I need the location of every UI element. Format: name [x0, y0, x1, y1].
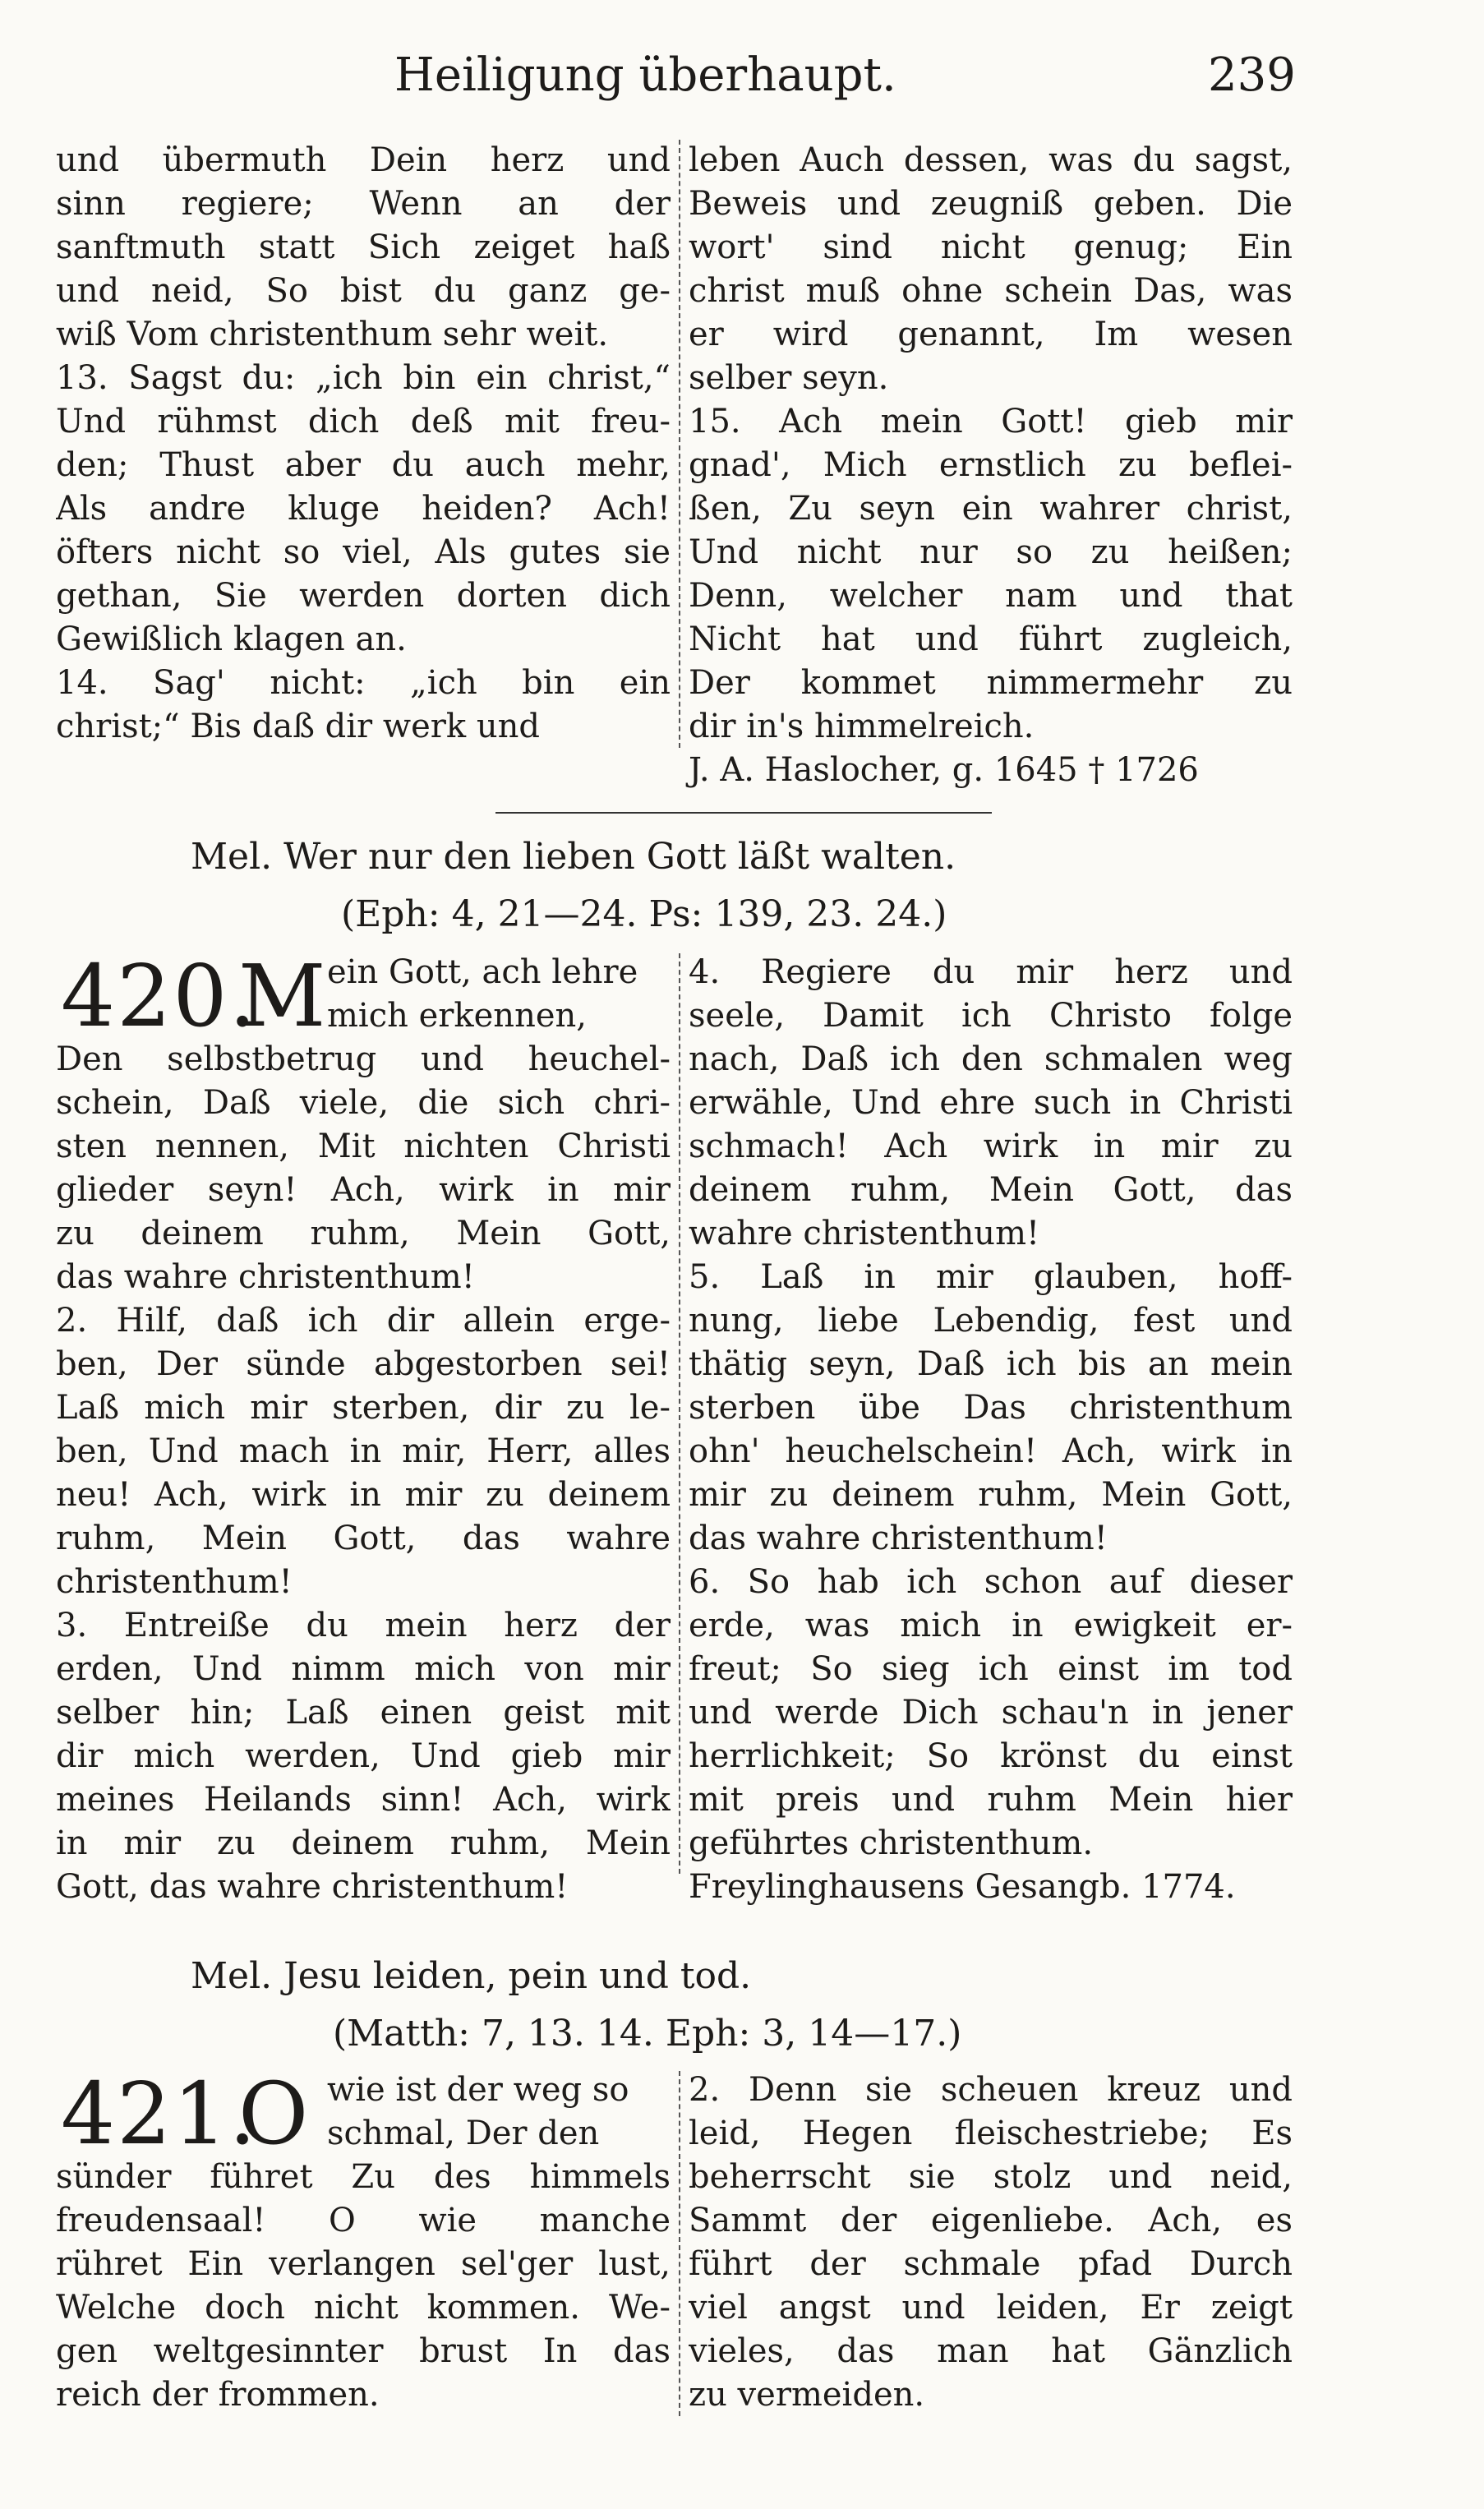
- page-number: 239: [1208, 48, 1296, 102]
- text-line: führt der schmale pfad Durch: [689, 2245, 1293, 2283]
- text-line: wahre christenthum!: [689, 1215, 1040, 1252]
- text-line: rühret Ein verlangen sel'ger lust,: [56, 2245, 671, 2283]
- text-line: 5. Laß in mir glauben, hoff-: [689, 1258, 1293, 1296]
- dropcap-421: O: [238, 2064, 309, 2164]
- text-line: ben, Der sünde abgestorben sei!: [56, 1345, 671, 1383]
- text-line: christ muß ohne schein Das, was: [689, 272, 1293, 310]
- text-line: schein, Daß viele, die sich chri-: [56, 1084, 671, 1122]
- text-line: schmal, Der den: [327, 2115, 600, 2152]
- text-line: 15. Ach mein Gott! gieb mir: [689, 403, 1293, 440]
- text-line: mir zu deinem ruhm, Mein Gott,: [689, 1476, 1293, 1514]
- text-line: ben, Und mach in mir, Herr, alles: [56, 1432, 671, 1470]
- text-line: gethan, Sie werden dorten dich: [56, 577, 671, 615]
- text-line: Sammt der eigenliebe. Ach, es: [689, 2202, 1293, 2239]
- text-line: geführtes christenthum.: [689, 1824, 1094, 1862]
- column-rule: [679, 2071, 680, 2416]
- text-line: sterben übe Das christenthum: [689, 1389, 1293, 1427]
- text-line: schmach! Ach wirk in mir zu: [689, 1128, 1293, 1165]
- text-line: Und nicht nur so zu heißen;: [689, 533, 1293, 571]
- text-line: und werde Dich schau'n in jener: [689, 1694, 1293, 1732]
- text-line: 4. Regiere du mir herz und: [689, 953, 1293, 991]
- text-line: 6. So hab ich schon auf dieser: [689, 1563, 1293, 1601]
- text-line: viel angst und leiden, Er zeigt: [689, 2289, 1293, 2327]
- dropcap-420: M: [238, 946, 326, 1046]
- text-line: dir mich werden, Und gieb mir: [56, 1737, 671, 1775]
- text-line: sinn regiere; Wenn an der: [56, 185, 671, 223]
- text-line: sten nennen, Mit nichten Christi: [56, 1128, 671, 1165]
- text-line: Denn, welcher nam und that: [689, 577, 1293, 615]
- text-line: öfters nicht so viel, Als gutes sie: [56, 533, 671, 571]
- text-line: mich erkennen,: [327, 997, 587, 1035]
- text-line: 3. Entreiße du mein herz der: [56, 1607, 671, 1644]
- text-line: gen weltgesinnter brust In das: [56, 2332, 671, 2370]
- hymn-number-421: 421.: [61, 2064, 258, 2164]
- text-line: zu vermeiden.: [689, 2376, 925, 2414]
- text-line: das wahre christenthum!: [56, 1258, 475, 1296]
- text-line: wie ist der weg so: [327, 2071, 629, 2109]
- text-line: zu deinem ruhm, Mein Gott,: [56, 1215, 671, 1252]
- text-line: in mir zu deinem ruhm, Mein: [56, 1824, 671, 1862]
- text-line: glieder seyn! Ach, wirk in mir: [56, 1171, 671, 1209]
- text-line: Gott, das wahre christenthum!: [56, 1868, 569, 1906]
- text-line: und übermuth Dein herz und: [56, 141, 671, 179]
- text-line: Nicht hat und führt zugleich,: [689, 620, 1293, 658]
- text-line: ruhm, Mein Gott, das wahre: [56, 1520, 671, 1557]
- text-line: freut; So sieg ich einst im tod: [689, 1650, 1293, 1688]
- text-line: neu! Ach, wirk in mir zu deinem: [56, 1476, 671, 1514]
- attribution-haslocher: J. A. Haslocher, g. 1645 † 1726: [689, 751, 1199, 789]
- text-line: erwähle, Und ehre such in Christi: [689, 1084, 1293, 1122]
- text-line: gnad', Mich ernstlich zu beflei-: [689, 446, 1293, 484]
- text-line: Der kommet nimmermehr zu: [689, 664, 1293, 702]
- text-line: erde, was mich in ewigkeit er-: [689, 1607, 1293, 1644]
- running-head-title: Heiligung überhaupt.: [394, 48, 896, 102]
- text-line: deinem ruhm, Mein Gott, das: [689, 1171, 1293, 1209]
- text-line: vieles, das man hat Gänzlich: [689, 2332, 1293, 2370]
- text-line: Und rühmst dich deß mit freu-: [56, 403, 671, 440]
- text-line: 14. Sag' nicht: „ich bin ein: [56, 664, 671, 702]
- text-line: Gewißlich klagen an.: [56, 620, 407, 658]
- scripture-reference-421: (Matth: 7, 13. 14. Eph: 3, 14—17.): [333, 2013, 962, 2055]
- text-line: seele, Damit ich Christo folge: [689, 997, 1293, 1035]
- melody-line-421: Mel. Jesu leiden, pein und tod.: [191, 1955, 752, 1997]
- text-line: selber hin; Laß einen geist mit: [56, 1694, 671, 1732]
- column-rule: [679, 953, 680, 1874]
- text-line: und neid, So bist du ganz ge-: [56, 272, 671, 310]
- text-line: wiß Vom christenthum sehr weit.: [56, 316, 609, 353]
- text-line: selber seyn.: [689, 359, 889, 397]
- text-line: Laß mich mir sterben, dir zu le-: [56, 1389, 671, 1427]
- text-line: 2. Hilf, daß ich dir allein erge-: [56, 1302, 671, 1340]
- text-line: erden, Und nimm mich von mir: [56, 1650, 671, 1688]
- text-line: ohn' heuchelschein! Ach, wirk in: [689, 1432, 1293, 1470]
- text-line: den; Thust aber du auch mehr,: [56, 446, 671, 484]
- text-line: leben Auch dessen, was du sagst,: [689, 141, 1293, 179]
- text-line: christ;“ Bis daß dir werk und: [56, 708, 540, 745]
- text-line: freudensaal! O wie manche: [56, 2202, 671, 2239]
- text-line: wort' sind nicht genug; Ein: [689, 228, 1293, 266]
- text-line: das wahre christenthum!: [689, 1520, 1108, 1557]
- column-rule: [679, 140, 680, 748]
- text-line: 2. Denn sie scheuen kreuz und: [689, 2071, 1293, 2109]
- attribution-freylinghausen: Freylinghausens Gesangb. 1774.: [689, 1868, 1236, 1906]
- text-line: Als andre kluge heiden? Ach!: [56, 490, 671, 528]
- text-line: dir in's himmelreich.: [689, 708, 1035, 745]
- text-line: sünder führet Zu des himmels: [56, 2158, 671, 2196]
- section-divider: [495, 812, 992, 814]
- text-line: nung, liebe Lebendig, fest und: [689, 1302, 1293, 1340]
- text-line: sanftmuth statt Sich zeiget haß: [56, 228, 671, 266]
- text-line: thätig seyn, Daß ich bis an mein: [689, 1345, 1293, 1383]
- scripture-reference-420: (Eph: 4, 21—24. Ps: 139, 23. 24.): [341, 893, 947, 935]
- text-line: er wird genannt, Im wesen: [689, 316, 1293, 353]
- text-line: christenthum!: [56, 1563, 293, 1601]
- text-line: Welche doch nicht kommen. We-: [56, 2289, 671, 2327]
- text-line: leid, Hegen fleischestriebe; Es: [689, 2115, 1293, 2152]
- text-line: 13. Sagst du: „ich bin ein christ,“: [56, 359, 671, 397]
- text-line: mit preis und ruhm Mein hier: [689, 1781, 1293, 1819]
- text-line: reich der frommen.: [56, 2376, 380, 2414]
- text-line: Den selbstbetrug und heuchel-: [56, 1040, 671, 1078]
- text-line: nach, Daß ich den schmalen weg: [689, 1040, 1293, 1078]
- text-line: meines Heilands sinn! Ach, wirk: [56, 1781, 671, 1819]
- text-line: ßen, Zu seyn ein wahrer christ,: [689, 490, 1293, 528]
- text-line: Beweis und zeugniß geben. Die: [689, 185, 1293, 223]
- text-line: beherrscht sie stolz und neid,: [689, 2158, 1293, 2196]
- text-line: ein Gott, ach lehre: [327, 953, 638, 991]
- text-line: herrlichkeit; So krönst du einst: [689, 1737, 1293, 1775]
- melody-line-420: Mel. Wer nur den lieben Gott läßt walten.: [191, 836, 956, 878]
- hymn-number-420: 420.: [61, 946, 258, 1046]
